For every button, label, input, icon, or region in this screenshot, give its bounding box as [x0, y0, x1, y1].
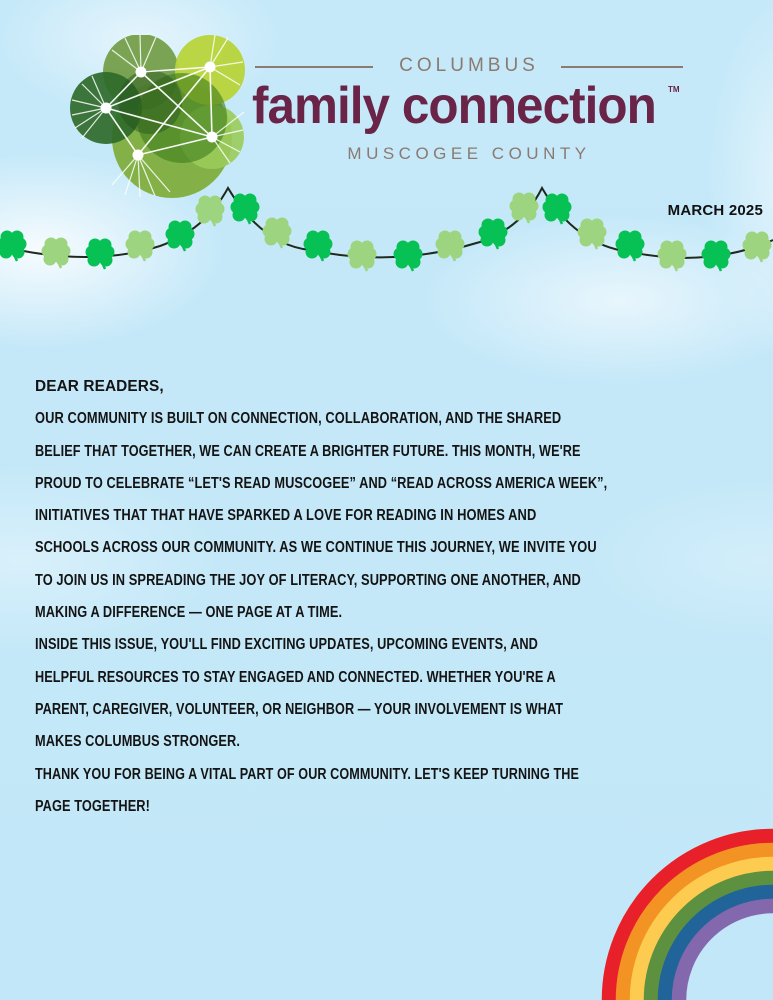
letter-line: PAGE TOGETHER! — [35, 797, 150, 815]
rainbow-icon — [598, 825, 773, 1000]
letter-line: MAKING A DIFFERENCE — ONE PAGE AT A TIME. — [35, 604, 343, 622]
letter-line: INITIATIVES THAT THAT HAVE SPARKED A LOVE FOR READING IN HOMES AND — [35, 507, 537, 525]
shamrock-garland-icon — [0, 180, 773, 280]
brand-city: COLUMBUS — [399, 55, 539, 76]
letter-line: MAKES COLUMBUS STRONGER. — [35, 733, 240, 751]
letter-line: SCHOOLS ACROSS OUR COMMUNITY. AS WE CONTINUE THIS JOURNEY, WE INVITE YOU — [35, 539, 597, 557]
brand-wordmark — [252, 52, 683, 163]
divider-rule-right — [561, 66, 683, 68]
letter-line: PROUD TO CELEBRATE “LET'S READ MUSCOGEE” AND “READ ACROSS AMERICA WEEK”, — [35, 474, 608, 492]
letter-line: INSIDE THIS ISSUE, YOU'LL FIND EXCITING UPDATES, UPCOMING EVENTS, AND — [35, 636, 538, 654]
letter-line: PARENT, CAREGIVER, VOLUNTEER, OR NEIGHBOR — YOUR INVOLVEMENT IS WHAT — [35, 700, 564, 718]
brand-name: family connection — [252, 77, 656, 135]
editor-letter — [35, 374, 755, 826]
issue-date: MARCH 2025 — [667, 202, 763, 219]
letter-line: TO JOIN US IN SPREADING THE JOY OF LITERACY, SUPPORTING ONE ANOTHER, AND — [35, 571, 581, 589]
letter-line: HELPFUL RESOURCES TO STAY ENGAGED AND CONNECTED. WHETHER YOU'RE A — [35, 668, 556, 686]
letter-line: BELIEF THAT TOGETHER, WE CAN CREATE A BRIGHTER FUTURE. THIS MONTH, WE'RE — [35, 442, 581, 460]
letter-line: OUR COMMUNITY IS BUILT ON CONNECTION, COLLABORATION, AND THE SHARED — [35, 410, 562, 428]
trademark-mark: TM — [668, 85, 680, 94]
brand-county: MUSCOGEE COUNTY — [347, 144, 591, 163]
letter-line: THANK YOU FOR BEING A VITAL PART OF OUR COMMUNITY. LET'S KEEP TURNING THE — [35, 765, 579, 783]
letter-greeting: DEAR READERS, — [35, 378, 164, 395]
